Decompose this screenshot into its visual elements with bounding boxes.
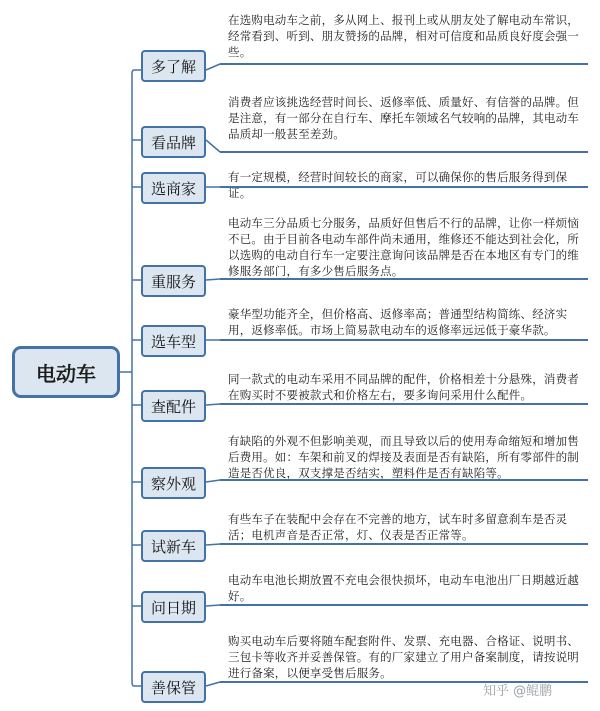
watermark-text: 知乎 @鲲鹏	[483, 684, 553, 699]
branch-underline	[220, 186, 588, 188]
branch-description: 有些车子在装配中会存在不完善的地方，试车时多留意刹车是否灵活；电机声音是否正常，灯、仪表是否正常等。	[228, 512, 568, 542]
branch-underline	[220, 479, 588, 481]
branch-topic-chawaiguan: 察外观	[141, 467, 206, 499]
branch-topic-xuanshangjia: 选商家	[141, 172, 206, 204]
branch-description: 在选购电动车之前，多从网上、报刊上或从朋友处了解电动车常识，经常看到、听到、朋友赞扬的品牌，相对可信度和品质良好度会强一些。	[228, 13, 579, 59]
branch-description: 购买电动车后要将随车配套附件、发票、充电器、合格证、说明书、三包卡等收齐并妥善保管。有的厂家建立了用户备案制度，请按说明进行备案，以便享受售后服务。	[228, 634, 579, 680]
branch-topic-duoliaojie: 多了解	[141, 50, 206, 82]
branch-description: 消费者应该挑选经营时间长、返修率低、质量好、有信誉的品牌。但是注意，有一部分在自行车、摩托车领域名气较响的品牌，其电动车品质却一般甚至差劲。	[228, 95, 579, 141]
branch-topic-xuancheting: 选车型	[141, 325, 206, 357]
branch-underline	[220, 543, 588, 545]
branch-description: 电动车三分品质七分服务，品质好但售后不行的品牌，让你一样烦恼不已。由于目前各电动车部件尚未通用，维修还不能达到社会化，所以选购的电动自行车一定要注意询问该品牌是否在本地区有专门的维修服务部门，有多少售后服务点。	[228, 216, 579, 278]
branch-topic-kanpinpai: 看品牌	[141, 126, 206, 158]
branch-underline	[220, 278, 588, 280]
branch-underline	[220, 604, 588, 606]
topic-to-rule-link	[206, 682, 220, 686]
branch-description: 电动车电池长期放置不充电会很快损坏，电动车电池出厂日期越近越好。	[228, 573, 579, 603]
trunk-line	[132, 70, 141, 686]
topic-to-rule-link	[206, 480, 220, 482]
branch-description: 豪华型功能齐全，但价格高、返修率高；普通型结构简练、经济实用，返修率低。市场上简易款电动车的返修率远远低于豪华款。	[228, 307, 568, 337]
branch-topic-shixinche: 试新车	[141, 530, 206, 562]
branch-topic-wenriqi: 问日期	[141, 591, 206, 623]
branch-underline	[220, 339, 588, 341]
branch-underline	[220, 63, 588, 65]
topic-to-rule-link	[206, 140, 220, 152]
branch-topic-zhongfuwu: 重服务	[141, 265, 206, 297]
topic-to-rule-link	[206, 605, 220, 606]
topic-to-rule-link	[206, 544, 220, 545]
topic-to-rule-link	[206, 279, 220, 280]
branch-topic-chapeijian: 查配件	[141, 390, 206, 422]
branch-underline	[220, 403, 588, 405]
root-node-title: 电动车	[12, 346, 120, 398]
branch-topic-shanbaoguan: 善保管	[141, 671, 206, 703]
branch-description: 有一定规模，经营时间较长的商家，可以确保你的售后服务得到保证。	[228, 170, 568, 200]
branch-description: 同一款式的电动车采用不同品牌的配件，价格相差十分悬殊，消费者在购买时不要被款式和价格左右，要多询问采用什么配件。	[228, 372, 579, 402]
topic-to-rule-link	[206, 64, 220, 70]
branch-description: 有缺陷的外观不但影响美观，而且导致以后的使用寿命缩短和增加售后费用。如：车架和前叉的焊接及表面是否有缺陷，所有零部件的制造是否优良，双支撑是否结实，塑料件是否有缺陷等。	[228, 434, 579, 480]
topic-to-rule-link	[206, 404, 220, 405]
branch-underline	[220, 151, 588, 153]
